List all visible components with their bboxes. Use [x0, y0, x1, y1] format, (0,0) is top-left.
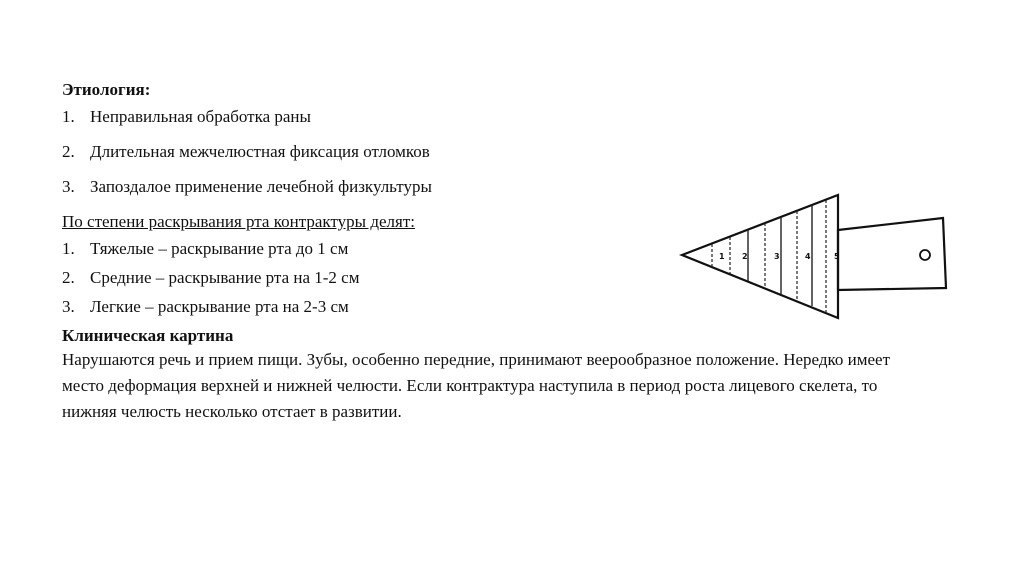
list-number: 3. — [62, 297, 75, 316]
list-text: Легкие – раскрывание рта на 2-3 см — [90, 297, 349, 316]
classification-heading: По степени раскрывания рта контрактуры делят: — [62, 212, 415, 231]
list-number: 3. — [62, 177, 75, 196]
list-item — [62, 140, 922, 163]
list-text: Тяжелые – раскрывание рта до 1 см — [90, 239, 349, 258]
list-text: Неправильная обработка раны — [90, 107, 311, 126]
gauge-label: 3 — [774, 252, 780, 261]
list-text: Средние – раскрывание рта на 1-2 см — [90, 268, 360, 287]
gauge-label: 2 — [742, 252, 748, 261]
list-number: 2. — [62, 142, 75, 161]
list-item — [62, 105, 922, 128]
list-text: Запоздалое применение лечебной физкультуры — [90, 177, 432, 196]
clinical-heading: Клиническая картина — [62, 326, 234, 345]
gauge-wedge — [682, 195, 838, 318]
gauge-label: 5 — [834, 252, 840, 261]
etiology-list — [62, 105, 922, 198]
list-number: 1. — [62, 239, 75, 258]
list-text: Длительная межчелюстная фиксация отломков — [90, 142, 430, 161]
etiology-heading: Этиология: — [62, 80, 151, 99]
gauge-label: 4 — [805, 252, 811, 261]
mouth-opening-gauge-figure — [670, 192, 960, 322]
clinical-paragraph: Нарушаются речь и прием пищи. Зубы, особенно передние, принимают веерообразное положение. Нередко имеет место деформация верхней и нижней челюсти. Если контрактура наступила в период роста лицевого скелета, то нижняя челюсть несколько отстает в развитии. — [62, 350, 891, 421]
gauge-label: 1 — [719, 252, 725, 261]
list-number: 1. — [62, 107, 75, 126]
list-number: 2. — [62, 268, 75, 287]
gauge-handle-hole — [920, 250, 930, 260]
